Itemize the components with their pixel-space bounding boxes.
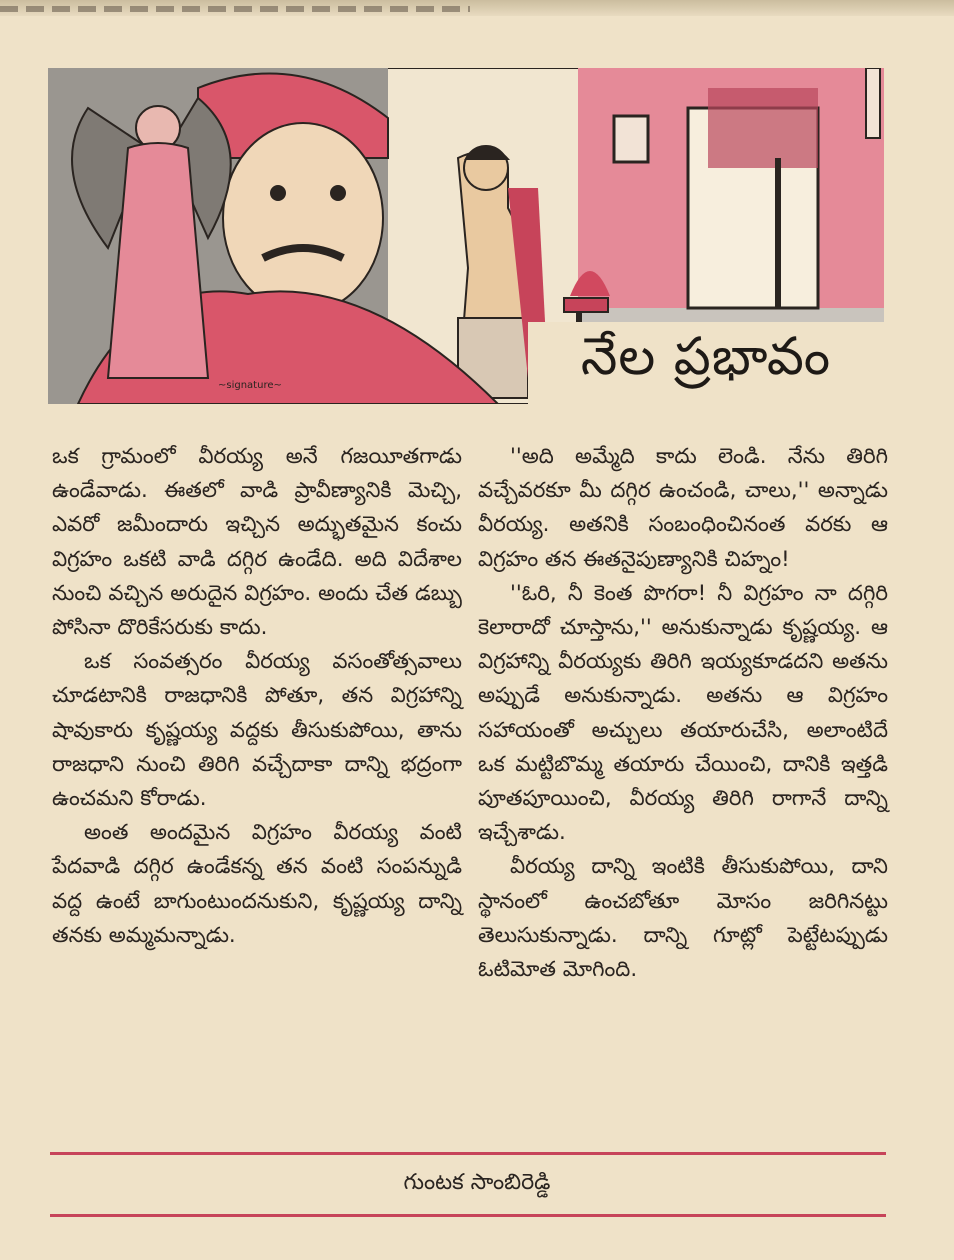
- story-title: నేల ప్రభావం: [528, 322, 884, 404]
- paragraph: ఒక గ్రామంలో వీరయ్య అనే గజయీతగాడు ఉండేవాడు. ఈతలో వాడి ప్రావీణ్యానికి మెచ్చి, ఎవరో జమీందారు ఇచ్చిన అద్భుతమైన కంచు విగ్రహం ఒకటి వాడి దగ్గిర ఉండేది. అది విదేశాల నుంచి వచ్చిన అరుదైన విగ్రహం. అందు చేత డబ్బు పోసినా దొరికేసరుకు కాదు.: [52, 444, 462, 641]
- page-top-edge: [0, 0, 954, 16]
- paragraph: ఒక సంవత్సరం వీరయ్య వసంతోత్సవాలు చూడటానికి రాజధానికి పోతూ, తన విగ్రహాన్ని షావుకారు కృష్ణయ్య వద్దకు తీసుకుపోయి, తాను రాజధాని నుంచి తిరిగి వచ్చేదాకా దాన్ని భద్రంగా ఉంచమని కోరాడు.: [52, 649, 462, 812]
- illustration-signature: ~signature~: [218, 380, 282, 391]
- author-name: గుంటక సాంబిరెడ్డి: [403, 1170, 551, 1195]
- paragraph: ''అది అమ్మేది కాదు లెండి. నేను తిరిగి వచ్చేవరకూ మీ దగ్గిర ఉంచండి, చాలు,'' అన్నాడు వీరయ్య. అతనికి సంబంధించినంత వరకు ఆ విగ్రహం తన ఈతనైపుణ్యానికి చిహ్నం!: [478, 444, 888, 572]
- right-column: [478, 440, 888, 987]
- paragraph: వీరయ్య దాన్ని ఇంటికి తీసుకుపోయి, దాని స్థానంలో ఉంచబోతూ మోసం జరిగినట్టు తెలుసుకున్నాడు. దాన్ని గూట్లో పెట్టేటప్పుడు ఓటిమోత మోగింది.: [478, 854, 888, 983]
- divider-bottom: [50, 1214, 886, 1217]
- paragraph: అంత అందమైన విగ్రహం వీరయ్య వంటి పేదవాడి దగ్గిర ఉండేకన్న తన వంటి సంపన్నుడి వద్ద ఉంటే బాగుంటుందనుకుని, కృష్ణయ్య దాన్ని తనకు అమ్మమన్నాడు.: [52, 820, 462, 948]
- left-column: [52, 440, 462, 953]
- paragraph: ''ఓరి, నీ కెంత పొగరా! నీ విగ్రహం నా దగ్గిరి కెలారాదో చూస్తాను,'' అనుకున్నాడు కృష్ణయ్య. ఆ విగ్రహాన్ని వీరయ్యకు తిరిగి ఇయ్యకూడదని అతను అప్పుడే అనుకున్నాడు. అతను ఆ విగ్రహం సహాయంతో అచ్చులు తయారుచేసి, అలాంటిదే ఒక మట్టిబొమ్మ తయారు చేయించి, దానికి ఇత్తడి పూతపూయించి, వీరయ్య తిరిగి రాగానే దాన్ని ఇచ్చేశాడు.: [478, 580, 888, 846]
- divider-top: [50, 1152, 886, 1155]
